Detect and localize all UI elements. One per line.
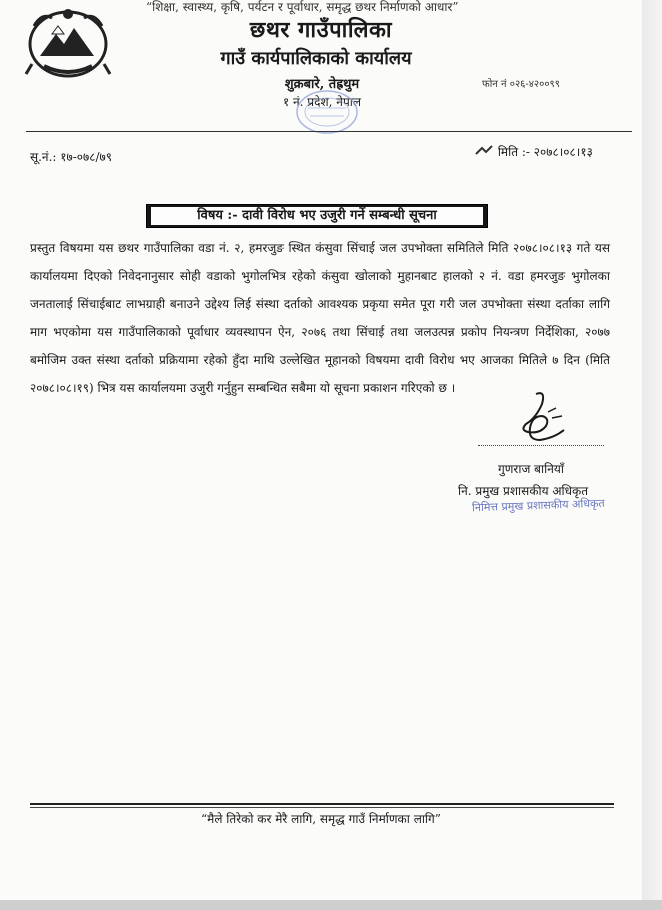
footer-divider-thin <box>30 807 614 808</box>
scan-bottom-edge <box>0 900 662 910</box>
address-line-2: १ नं. प्रदेश, नेपाल <box>282 95 362 109</box>
header-motto: “शिक्षा, स्वास्थ्य, कृषि, पर्यटन र पूर्वाधार, समृद्ध छथर निर्माणको आधार” <box>146 0 459 14</box>
footer-divider <box>30 803 614 805</box>
subject-text: विषय :- दावी विरोध भए उजुरी गर्ने सम्बन्धी सूचना <box>151 207 483 225</box>
signer-name: गुणराज बानियाँ <box>498 462 564 476</box>
notice-body: प्रस्तुत विषयमा यस छथर गाउँपालिका वडा नं. २, हमरजुङ स्थित कंसुवा सिंचाई जल उपभोक्ता समितिले मिति २०७८।०८।१३ गते यस कार्यालयमा दिएको निवेदनानुसार सोही वडाको भुगोलभित्र रहेको कंसुवा खोलाको मुहानबाट हालको २ नं. वडा हमरजुङ भुगोलका जनतालाई सिंचाईबाट लाभग्राही बनाउने उद्देश्य लिई संस्था दर्ताको आवश्यक प्रकृया समेत पूरा गरी जल उपभोक्ता संस्था दर्ताका लागि माग भएकोमा यस गाउँपालिकाको पूर्वाधार व्यवस्थापन ऐन, २०७६ तथा सिंचाई तथा जलउत्पन्न प्रकोप नियन्त्रण निर्देशिका, २०७७ बमोजिम उक्त संस्था दर्ताको प्रक्रियामा रहेको हुँदा माथि उल्लेखित मूहानको विषयमा दावी विरोध भए आजका मितिले ७ दिन (मिति २०७८।०८।१९) भित्र यस कार्यालयमा उजुरी गर्नुहुन सम्बन्धित सबैमा यो सूचना प्रकाशन गरिएको छ । <box>30 241 610 395</box>
date-text: मिति :- २०७८।०८।१३ <box>497 145 593 159</box>
reference-number: सू.नं.: १७-०७८/७९ <box>30 150 113 164</box>
header-divider <box>26 131 632 132</box>
office-stamp-icon <box>294 88 360 136</box>
subject-banner <box>146 204 488 228</box>
phone-number: फोन नं ०२६-४२००९९ <box>482 79 560 90</box>
signer-title: नि. प्रमुख प्रशासकीय अधिकृत <box>458 484 589 498</box>
org-name: छथर गाउँपालिका <box>249 17 393 43</box>
office-name: गाउँ कार्यपालिकाको कार्यालय <box>220 48 412 69</box>
letter-date <box>474 143 593 160</box>
signer-stamp: निमित्त प्रमुख प्रशासकीय अधिकृत <box>471 496 605 515</box>
pen-mark-icon <box>474 144 494 158</box>
signature-icon <box>506 388 574 458</box>
address-line-1: शुक्रबारे, तेह्रथुम <box>284 77 360 92</box>
scan-edge <box>642 0 662 910</box>
signature-line <box>478 445 604 446</box>
footer-motto: “मैले तिरेको कर मेरै लागि, समृद्ध गाउँ निर्माणका लागि” <box>201 812 441 826</box>
